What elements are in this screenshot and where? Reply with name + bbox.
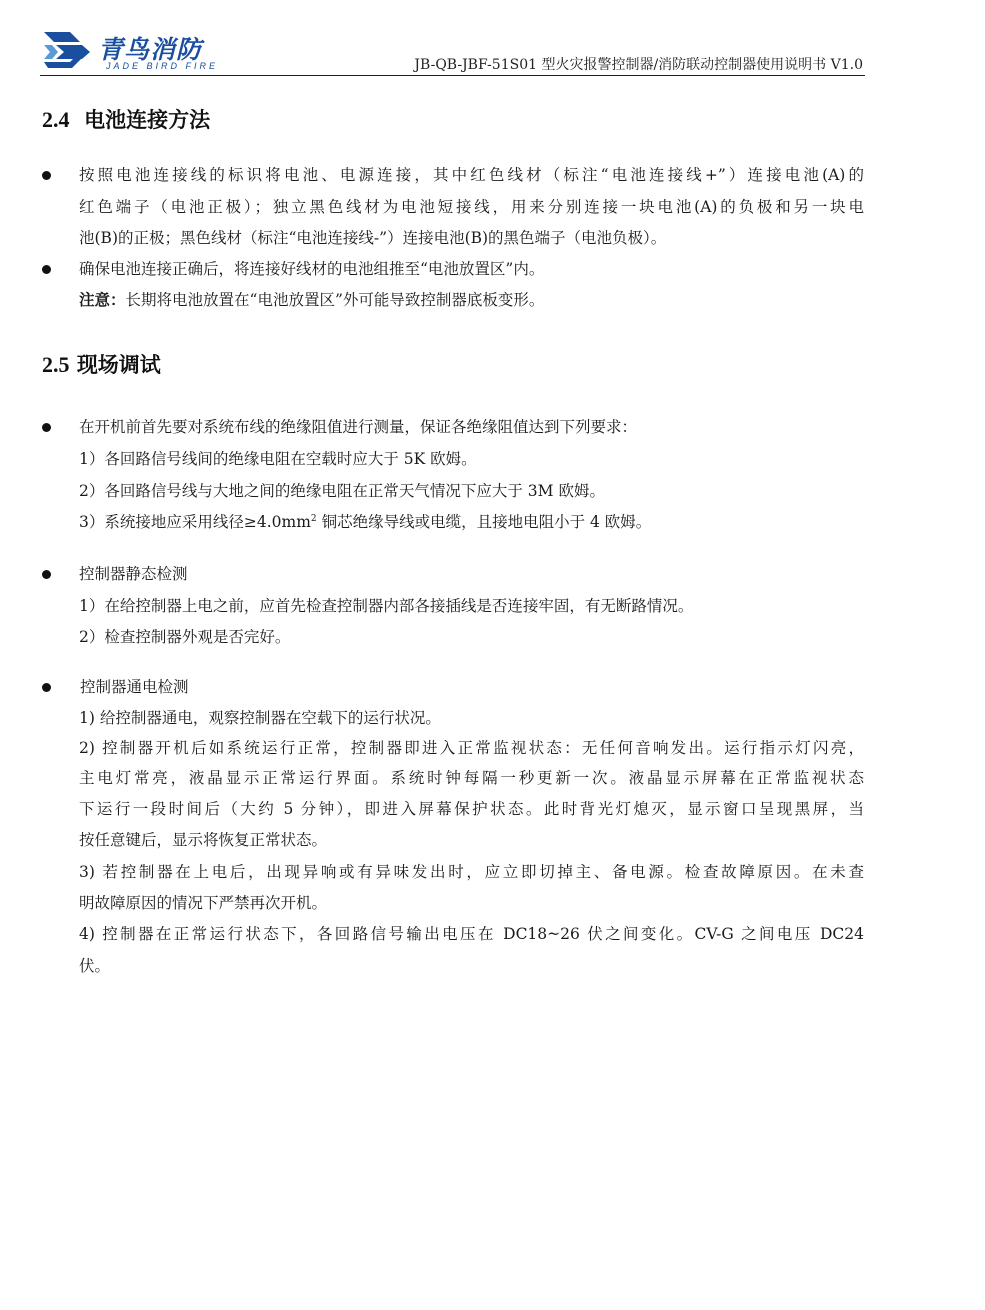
bullet-icon [42, 423, 51, 432]
list-item: 2）各回路信号线与大地之间的绝缘电阻在正常天气情况下应大于 3M 欧姆。 [79, 482, 605, 500]
paragraph-line: 明故障原因的情况下严禁再次开机。 [79, 894, 328, 912]
logo-chinese-text: 青鸟消防 [98, 35, 203, 64]
note-line [79, 288, 544, 310]
bullet-icon [42, 265, 51, 274]
section-number: 2.4 [42, 107, 70, 132]
section-title: 电池连接方法 [84, 108, 211, 132]
list-item: 1）各回路信号线间的绝缘电阻在空载时应大于 5K 欧姆。 [79, 450, 477, 468]
paragraph-line: 伏。 [79, 957, 111, 975]
list-item: 4) 控制器在正常运行状态下，各回路信号输出电压在 DC18~26 伏之间变化。CV-G 之间电压 DC24 [79, 925, 864, 943]
bullet-icon [42, 570, 51, 579]
paragraph-line: 在开机前首先要对系统布线的绝缘阻值进行测量，保证各绝缘阻值达到下列要求： [79, 418, 638, 436]
list-item: 1）在给控制器上电之前，应首先检查控制器内部各接插线是否连接牢固，有无断路情况。 [79, 597, 694, 615]
bird-logo-icon [40, 28, 96, 72]
paragraph-line: 池(B)的正极；黑色线材（标注“电池连接线-”）连接电池(B)的黑色端子（电池负极）。 [79, 229, 667, 247]
paragraph-line: 按任意键后，显示将恢复正常状态。 [79, 831, 328, 849]
list-item: 2）检查控制器外观是否完好。 [79, 628, 291, 646]
paragraph-line: 主电灯常亮，液晶显示正常运行界面。系统时钟每隔一秒更新一次。液晶显示屏幕在正常监视状态 [79, 769, 864, 787]
section-heading-2-4 [42, 104, 210, 134]
list-item: 1) 给控制器通电，观察控制器在空载下的运行状况。 [79, 709, 441, 727]
paragraph-line: 确保电池连接正确后，将连接好线材的电池组推至“电池放置区”内。 [79, 260, 545, 278]
section-title: 现场调试 [76, 353, 161, 377]
superscript: 2 [310, 513, 317, 524]
company-logo [40, 24, 240, 74]
logo-english-text: JADE BIRD FIRE [106, 61, 219, 71]
section-heading-2-5 [42, 349, 161, 379]
paragraph-line: 下运行一段时间后（大约 5 分钟），即进入屏幕保护状态。此时背光灯熄灭，显示窗口呈现黑屏，当 [79, 800, 864, 818]
page-header [40, 20, 865, 78]
document-title: JB-QB-JBF-51S01 型火灾报警控制器/消防联动控制器使用说明书 V1.0 [414, 57, 863, 73]
bullet-icon [42, 683, 51, 692]
subheading: 控制器静态检测 [79, 565, 188, 583]
section-number: 2.5 [42, 352, 70, 377]
list-item-text: 3）系统接地应采用线径≥4.0mm [79, 513, 311, 531]
note-label: 注意： [79, 290, 126, 309]
bullet-icon [42, 171, 51, 180]
paragraph-line: 红色端子（电池正极）；独立黑色线材为电池短接线，用来分别连接一块电池(A)的负极和另一块电 [79, 198, 864, 216]
list-item: 2) 控制器开机后如系统运行正常，控制器即进入正常监视状态：无任何音响发出。运行指示灯闪亮， [79, 739, 864, 757]
paragraph-line: 按照电池连接线的标识将电池、电源连接，其中红色线材（标注“电池连接线+”）连接电池(A)的 [79, 166, 864, 184]
note-text: 长期将电池放置在“电池放置区”外可能导致控制器底板变形。 [125, 291, 545, 309]
list-item-text: 铜芯绝缘导线或电缆，且接地电阻小于 4 欧姆。 [316, 513, 652, 531]
subheading: 控制器通电检测 [80, 678, 189, 696]
list-item: 3) 若控制器在上电后，出现异响或有异味发出时，应立即切掉主、备电源。检查故障原因。在未查 [79, 863, 864, 881]
header-divider [40, 75, 865, 76]
list-item [79, 510, 651, 532]
